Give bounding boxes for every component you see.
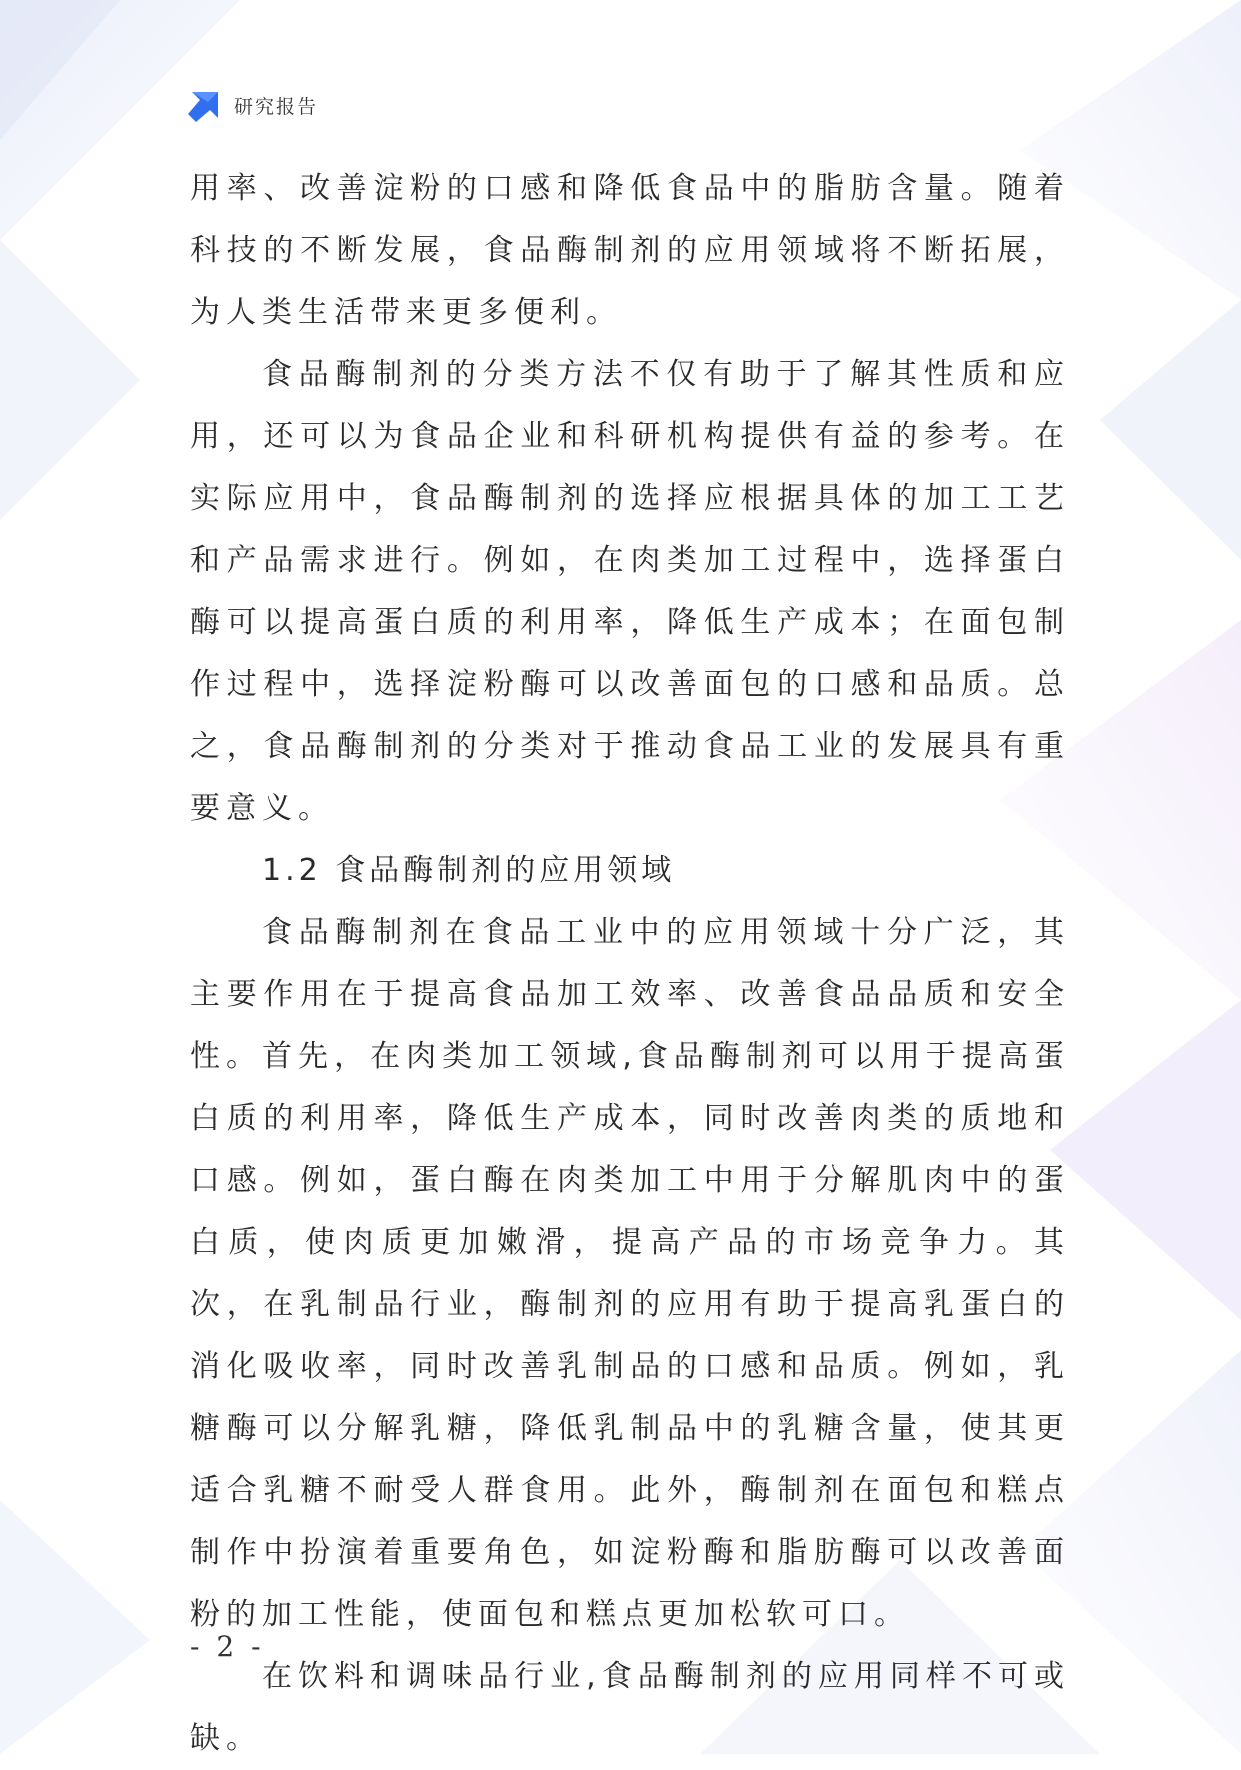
report-header: [188, 88, 318, 122]
paragraph: 用率、改善淀粉的口感和降低食品中的脂肪含量。随着科技的不断发展，食品酶制剂的应用领域将不断拓展，为人类生活带来更多便利。: [190, 171, 1070, 330]
page-number: - 2 -: [190, 1630, 265, 1663]
arrow-up-right-icon: [188, 88, 222, 122]
paragraph: 在饮料和调味品行业,食品酶制剂的应用同样不可或缺。: [190, 1659, 1070, 1756]
paragraph: 食品酶制剂在食品工业中的应用领域十分广泛，其主要作用在于提高食品加工效率、改善食品品质和安全性。首先，在肉类加工领域,食品酶制剂可以用于提高蛋白质的利用率，降低生产成本，同时改善肉类的质地和口感。例如，蛋白酶在肉类加工中用于分解肌肉中的蛋白质，使肉质更加嫩滑，提高产品的市场竞争力。其次，在乳制品行业，酶制剂的应用有助于提高乳蛋白的消化吸收率，同时改善乳制品的口感和品质。例如，乳糖酶可以分解乳糖，降低乳制品中的乳糖含量，使其更适合乳糖不耐受人群食用。此外，酶制剂在面包和糕点制作中扮演着重要角色，如淀粉酶和脂肪酶可以改善面粉的加工性能，使面包和糕点更加松软可口。: [190, 915, 1070, 1632]
paragraph: 食品酶制剂的分类方法不仅有助于了解其性质和应用，还可以为食品企业和科研机构提供有益的参考。在实际应用中，食品酶制剂的选择应根据具体的加工工艺和产品需求进行。例如，在肉类加工过程中，选择蛋白酶可以提高蛋白质的利用率，降低生产成本；在面包制作过程中，选择淀粉酶可以改善面包的口感和品质。总之，食品酶制剂的分类对于推动食品工业的发展具有重要意义。: [190, 357, 1070, 826]
document-body: [190, 158, 1070, 1770]
section-heading: 1.2 食品酶制剂的应用领域: [262, 853, 676, 888]
header-title: 研究报告: [234, 95, 319, 118]
